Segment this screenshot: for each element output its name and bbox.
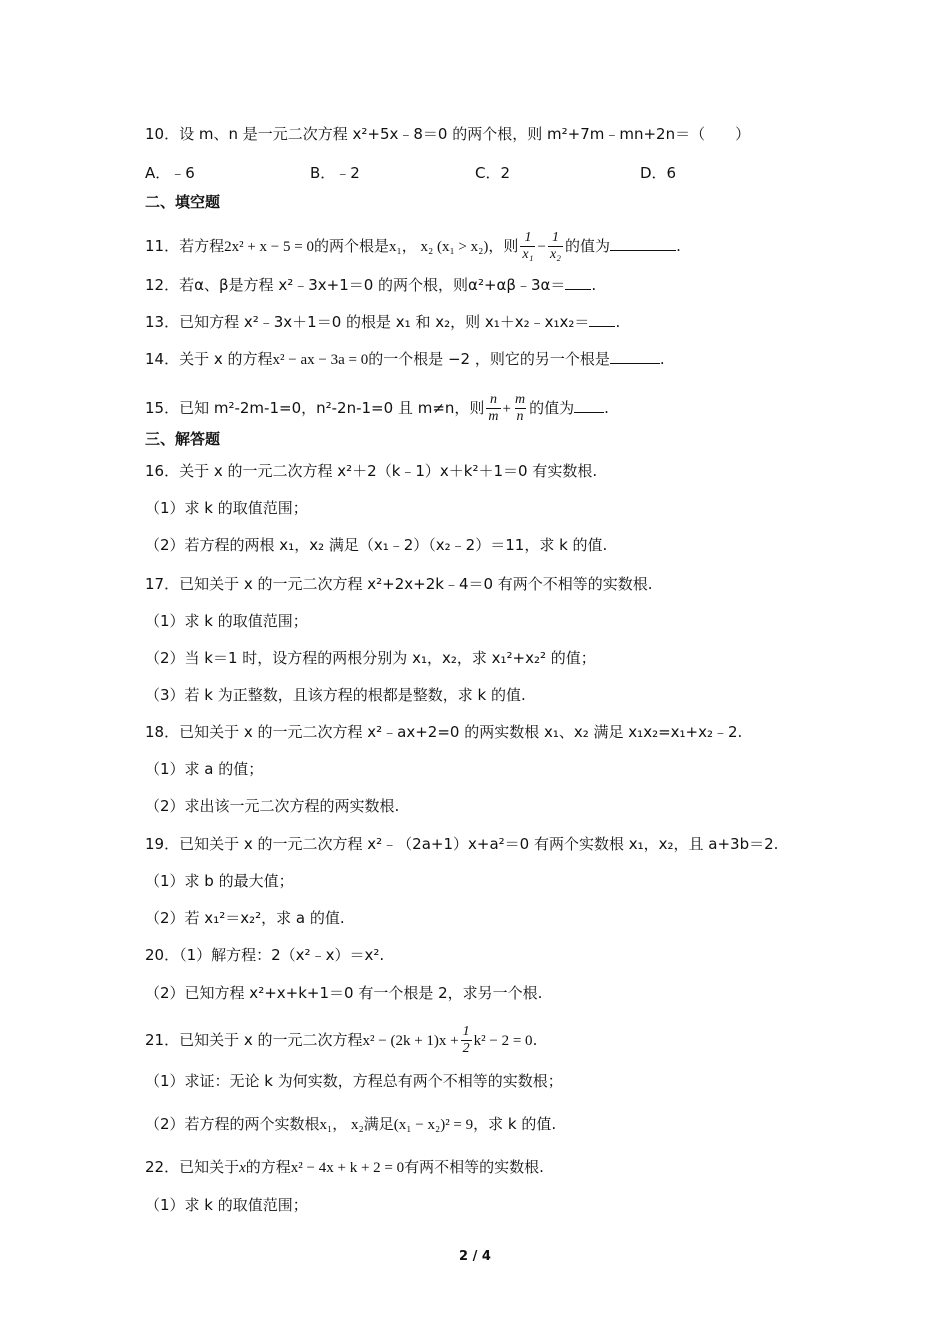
- choice-a: A．﹣6: [145, 164, 195, 182]
- answer-blank: [574, 397, 604, 413]
- question-15: 15．已知 m²-2m-1=0，n²-2n-1=0 且 m≠n，则 $\frac{n}{m}$ + $\frac{m}{n}$ 的值为 .: [145, 392, 609, 424]
- choice-d: D．6: [640, 164, 677, 182]
- question-21: 21．已知关于 x 的一元二次方程x² − (2k + 1)x + $\frac{1}{2}$ k² − 2 = 0.: [145, 1024, 538, 1056]
- question-16-part-1: （1）求 k 的取值范围；: [145, 499, 308, 517]
- question-10: 10．设 m、n 是一元二次方程 x²+5x﹣8＝0 的两个根，则 m²+7m﹣mn+2n＝（ ）: [145, 125, 751, 143]
- question-16-part-2: （2）若方程的两根 x₁，x₂ 满足（x₁﹣2）（x₂﹣2）＝11，求 k 的值.: [145, 536, 608, 554]
- section-fill-in: 二、填空题: [145, 193, 221, 211]
- question-14: 14．关于 x 的方程x² − ax − 3a = 0的一个根是 −2 ，则它的另一个根是 .: [145, 350, 665, 368]
- question-21-part-1: （1）求证：无论 k 为何实数，方程总有两个不相等的实数根；: [145, 1072, 563, 1090]
- answer-blank: [610, 348, 660, 364]
- question-17-part-1: （1）求 k 的取值范围；: [145, 612, 308, 630]
- question-18-part-2: （2）求出该一元二次方程的两实数根.: [145, 797, 400, 815]
- question-11: 11．若方程2x² + x − 5 = 0的两个根是x₁， x₂ (x₁ > x₂)，则 $\frac{1}{\text{x₁}}$ − $\frac{1}{\text{x₂}}$ 的值为 .: [145, 230, 681, 262]
- question-19-part-1: （1）求 b 的最大值；: [145, 872, 294, 890]
- page-number: 2 / 4: [459, 1249, 491, 1264]
- question-17-part-2: （2）当 k＝1 时，设方程的两根分别为 x₁，x₂，求 x₁²+x₂² 的值；: [145, 649, 596, 667]
- question-19-part-2: （2）若 x₁²＝x₂²，求 a 的值.: [145, 909, 345, 927]
- question-16: 16．关于 x 的一元二次方程 x²＋2（k﹣1）x＋k²＋1＝0 有实数根.: [145, 462, 598, 480]
- answer-blank: [610, 235, 676, 251]
- section-solutions: 三、解答题: [145, 430, 221, 448]
- question-20-part-2: （2）已知方程 x²+x+k+1＝0 有一个根是 2，求另一个根.: [145, 984, 543, 1002]
- answer-blank: [589, 311, 615, 327]
- question-13: 13．已知方程 x²﹣3x＋1＝0 的根是 x₁ 和 x₂，则 x₁＋x₂﹣x₁x₂＝ .: [145, 313, 621, 331]
- answer-blank: [565, 274, 591, 290]
- question-17-part-3: （3）若 k 为正整数，且该方程的根都是整数，求 k 的值.: [145, 686, 526, 704]
- choice-c: C．2: [475, 164, 511, 182]
- question-20: 20．（1）解方程：2（x²﹣x）＝x².: [145, 946, 385, 964]
- question-19: 19．已知关于 x 的一元二次方程 x²﹣（2a+1）x+a²＝0 有两个实数根 x₁，x₂，且 a+3b＝2.: [145, 835, 779, 853]
- question-12: 12．若α、β是方程 x²﹣3x+1＝0 的两个根，则α²+αβ﹣3α＝ .: [145, 276, 597, 294]
- question-18: 18．已知关于 x 的一元二次方程 x²﹣ax+2=0 的两实数根 x₁、x₂ 满足 x₁x₂=x₁+x₂﹣2.: [145, 723, 743, 741]
- question-21-part-2: （2）若方程的两个实数根x₁， x₂满足(x₁ − x₂)² = 9，求 k 的值.: [145, 1115, 557, 1133]
- question-22: 22．已知关于x的方程x² − 4x + k + 2 = 0有两不相等的实数根.: [145, 1158, 544, 1176]
- question-22-part-1: （1）求 k 的取值范围；: [145, 1196, 308, 1214]
- question-17: 17．已知关于 x 的一元二次方程 x²+2x+2k﹣4＝0 有两个不相等的实数根.: [145, 575, 653, 593]
- choice-b: B．﹣2: [310, 164, 360, 182]
- question-18-part-1: （1）求 a 的值；: [145, 760, 264, 778]
